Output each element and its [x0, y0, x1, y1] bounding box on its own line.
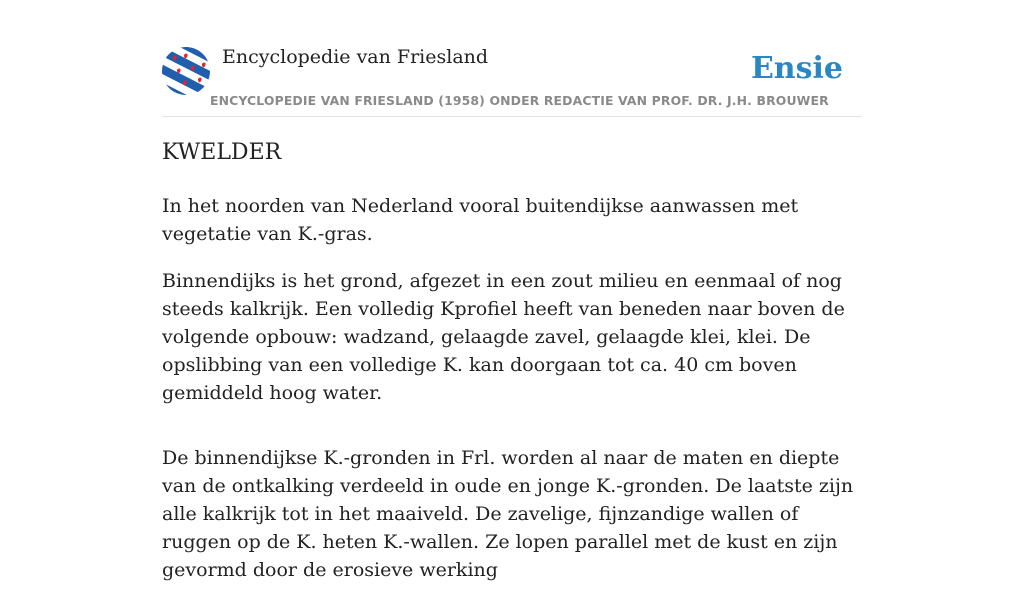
page [162, 0, 862, 581]
ensie-brand-link[interactable]: Ensie [750, 51, 843, 86]
frisian-flag-logo-icon[interactable] [162, 47, 210, 95]
entry-body [162, 192, 862, 603]
entry-title: KWELDER [162, 140, 282, 165]
entry-paragraph: De binnendijkse K.-gronden in Frl. worden al naar de maten en diepte van de ontkalking verdeeld in oude en jonge K.-gronden. De laatste zijn alle kalkrijk tot in het maaiveld. De zavelige, fijnzandige wallen of ruggen op de K. heten K.-wallen. Ze lopen parallel met de kust en zijn gevormd door de erosieve werking [162, 447, 854, 581]
entry-paragraph: Binnendijks is het grond, afgezet in een zout milieu en eenmaal of nog steeds kalkrijk. Een volledig Kprofiel heeft van beneden naar boven de volgende opbouw: wadzand, gelaagde zavel, gelaagde klei, klei. De opslibbing van een volledige K. kan doorgaan tot ca. 40 cm boven gemiddeld hoog water. [162, 270, 845, 404]
site-subtitle: ENCYCLOPEDIE VAN FRIESLAND (1958) ONDER REDACTIE VAN PROF. DR. J.H. BROUWER [210, 93, 829, 108]
entry-paragraph: In het noorden van Nederland vooral buitendijkse aanwassen met vegetatie van K.-gras. [162, 195, 799, 245]
site-header [162, 0, 862, 117]
site-title[interactable]: Encyclopedie van Friesland [222, 46, 489, 68]
